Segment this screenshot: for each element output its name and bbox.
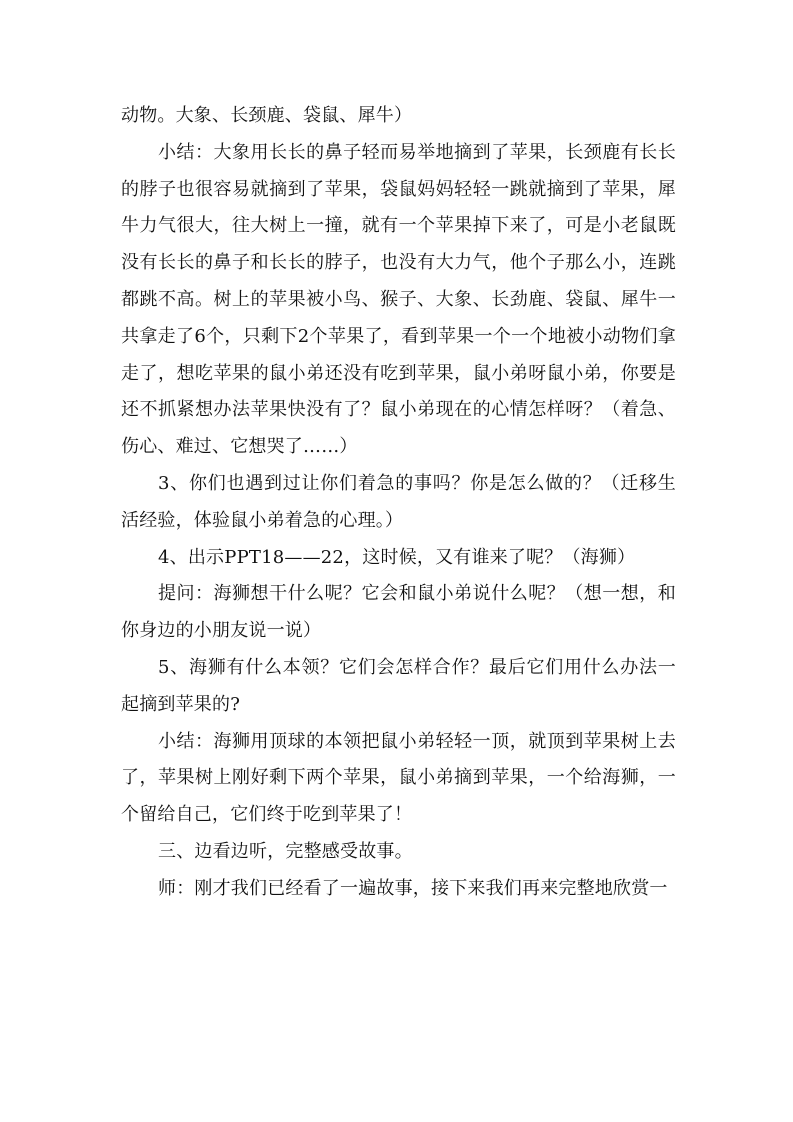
paragraph-continuation: 动物。大象、长颈鹿、袋鼠、犀牛） [121,105,413,126]
section-heading-3: 三、边看边听，完整感受故事。 [158,840,413,862]
paragraph-step-3: 3、你们也遇到过让你们着急的事吗？你是怎么做的？（迁移生活经验，体验鼠小弟着急的心理。） [121,472,676,531]
paragraph-step-4: 4、出示PPT18——22，这时候，又有谁来了呢？（海狮） [158,546,636,568]
paragraph-question: 提问：海狮想干什么呢？它会和鼠小弟说什么呢？（想一想，和你身边的小朋友说一说） [121,583,676,642]
paragraph-teacher: 师：刚才我们已经看了一遍故事，接下来我们再来完整地欣赏一 [158,877,668,899]
paragraph-summary-2: 小结：海狮用顶球的本领把鼠小弟轻轻一顶，就顶到苹果树上去了，苹果树上刚好剩下两个苹果，鼠小弟摘到苹果，一个给海狮，一个留给自己，它们终于吃到苹果了！ [121,730,676,826]
paragraph-summary-1: 小结：大象用长长的鼻子轻而易举地摘到了苹果，长颈鹿有长长的脖子也很容易就摘到了苹果，袋鼠妈妈轻轻一跳就摘到了苹果，犀牛力气很大，往大树上一撞，就有一个苹果掉下来了，可是小老鼠既没有长长的鼻子和长长的脖子，也没有大力气，他个子那么小，连跳都跳不高。树上的苹果被小鸟、猴子、大象、长劲鹿、袋鼠、犀牛一共拿走了6个，只剩下2个苹果了，看到苹果一个一个地被小动物们拿走了，想吃苹果的鼠小弟还没有吃到苹果，鼠小弟呀鼠小弟，你要是还不抓紧想办法苹果快没有了？鼠小弟现在的心情怎样呀？（着急、伤心、难过、它想哭了……） [121,141,676,458]
paragraph-step-5: 5、海狮有什么本领？它们会怎样合作？最后它们用什么办法一起摘到苹果的? [121,656,676,715]
document-body [121,98,676,908]
